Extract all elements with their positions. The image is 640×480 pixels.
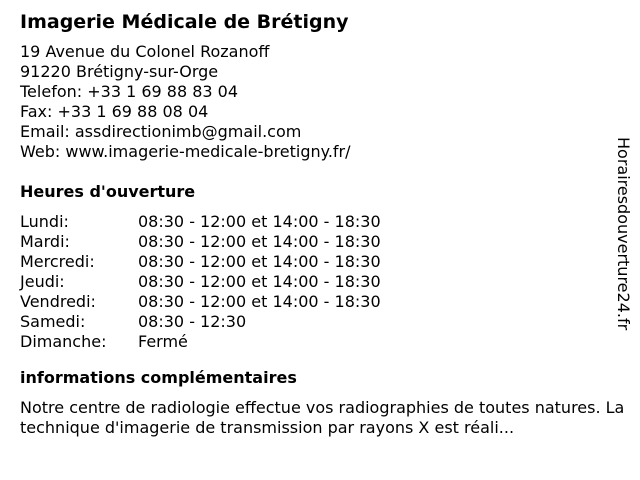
hours-time: Fermé (138, 332, 188, 351)
hours-day: Mardi: (20, 232, 70, 251)
hours-row (20, 212, 620, 232)
hours-heading: Heures d'ouverture (20, 182, 196, 201)
hours-row (20, 332, 620, 352)
hours-row (20, 292, 620, 312)
hours-time: 08:30 - 12:00 et 14:00 - 18:30 (138, 292, 381, 311)
phone-number: Telefon: +33 1 69 88 83 04 (20, 82, 239, 101)
hours-day: Jeudi: (20, 272, 65, 291)
address-city: 91220 Brétigny-sur-Orge (20, 62, 219, 81)
business-name: Imagerie Médicale de Brétigny (20, 11, 349, 33)
hours-day: Lundi: (20, 212, 69, 231)
contact-block (20, 42, 620, 162)
fax-number: Fax: +33 1 69 88 08 04 (20, 102, 209, 121)
info-heading: informations complémentaires (20, 368, 297, 387)
hours-table (20, 212, 620, 352)
hours-time: 08:30 - 12:00 et 14:00 - 18:30 (138, 252, 381, 271)
hours-row (20, 252, 620, 272)
email-address: Email: assdirectionimb@gmail.com (20, 122, 302, 141)
hours-row (20, 312, 620, 332)
website-url: Web: www.imagerie-medicale-bretigny.fr/ (20, 142, 351, 161)
hours-time: 08:30 - 12:30 (138, 312, 247, 331)
info-description: Notre centre de radiologie effectue vos radiographies de toutes natures. La technique d'imagerie de transmission par rayons X est réali... (20, 398, 625, 437)
hours-time: 08:30 - 12:00 et 14:00 - 18:30 (138, 212, 381, 231)
hours-day: Vendredi: (20, 292, 96, 311)
address-street: 19 Avenue du Colonel Rozanoff (20, 42, 270, 61)
hours-day: Dimanche: (20, 332, 107, 351)
hours-day: Samedi: (20, 312, 86, 331)
hours-time: 08:30 - 12:00 et 14:00 - 18:30 (138, 232, 381, 251)
hours-day: Mercredi: (20, 252, 95, 271)
hours-time: 08:30 - 12:00 et 14:00 - 18:30 (138, 272, 381, 291)
hours-row (20, 272, 620, 292)
hours-row (20, 232, 620, 252)
site-watermark: Horairesdouverture24.fr (614, 137, 633, 331)
